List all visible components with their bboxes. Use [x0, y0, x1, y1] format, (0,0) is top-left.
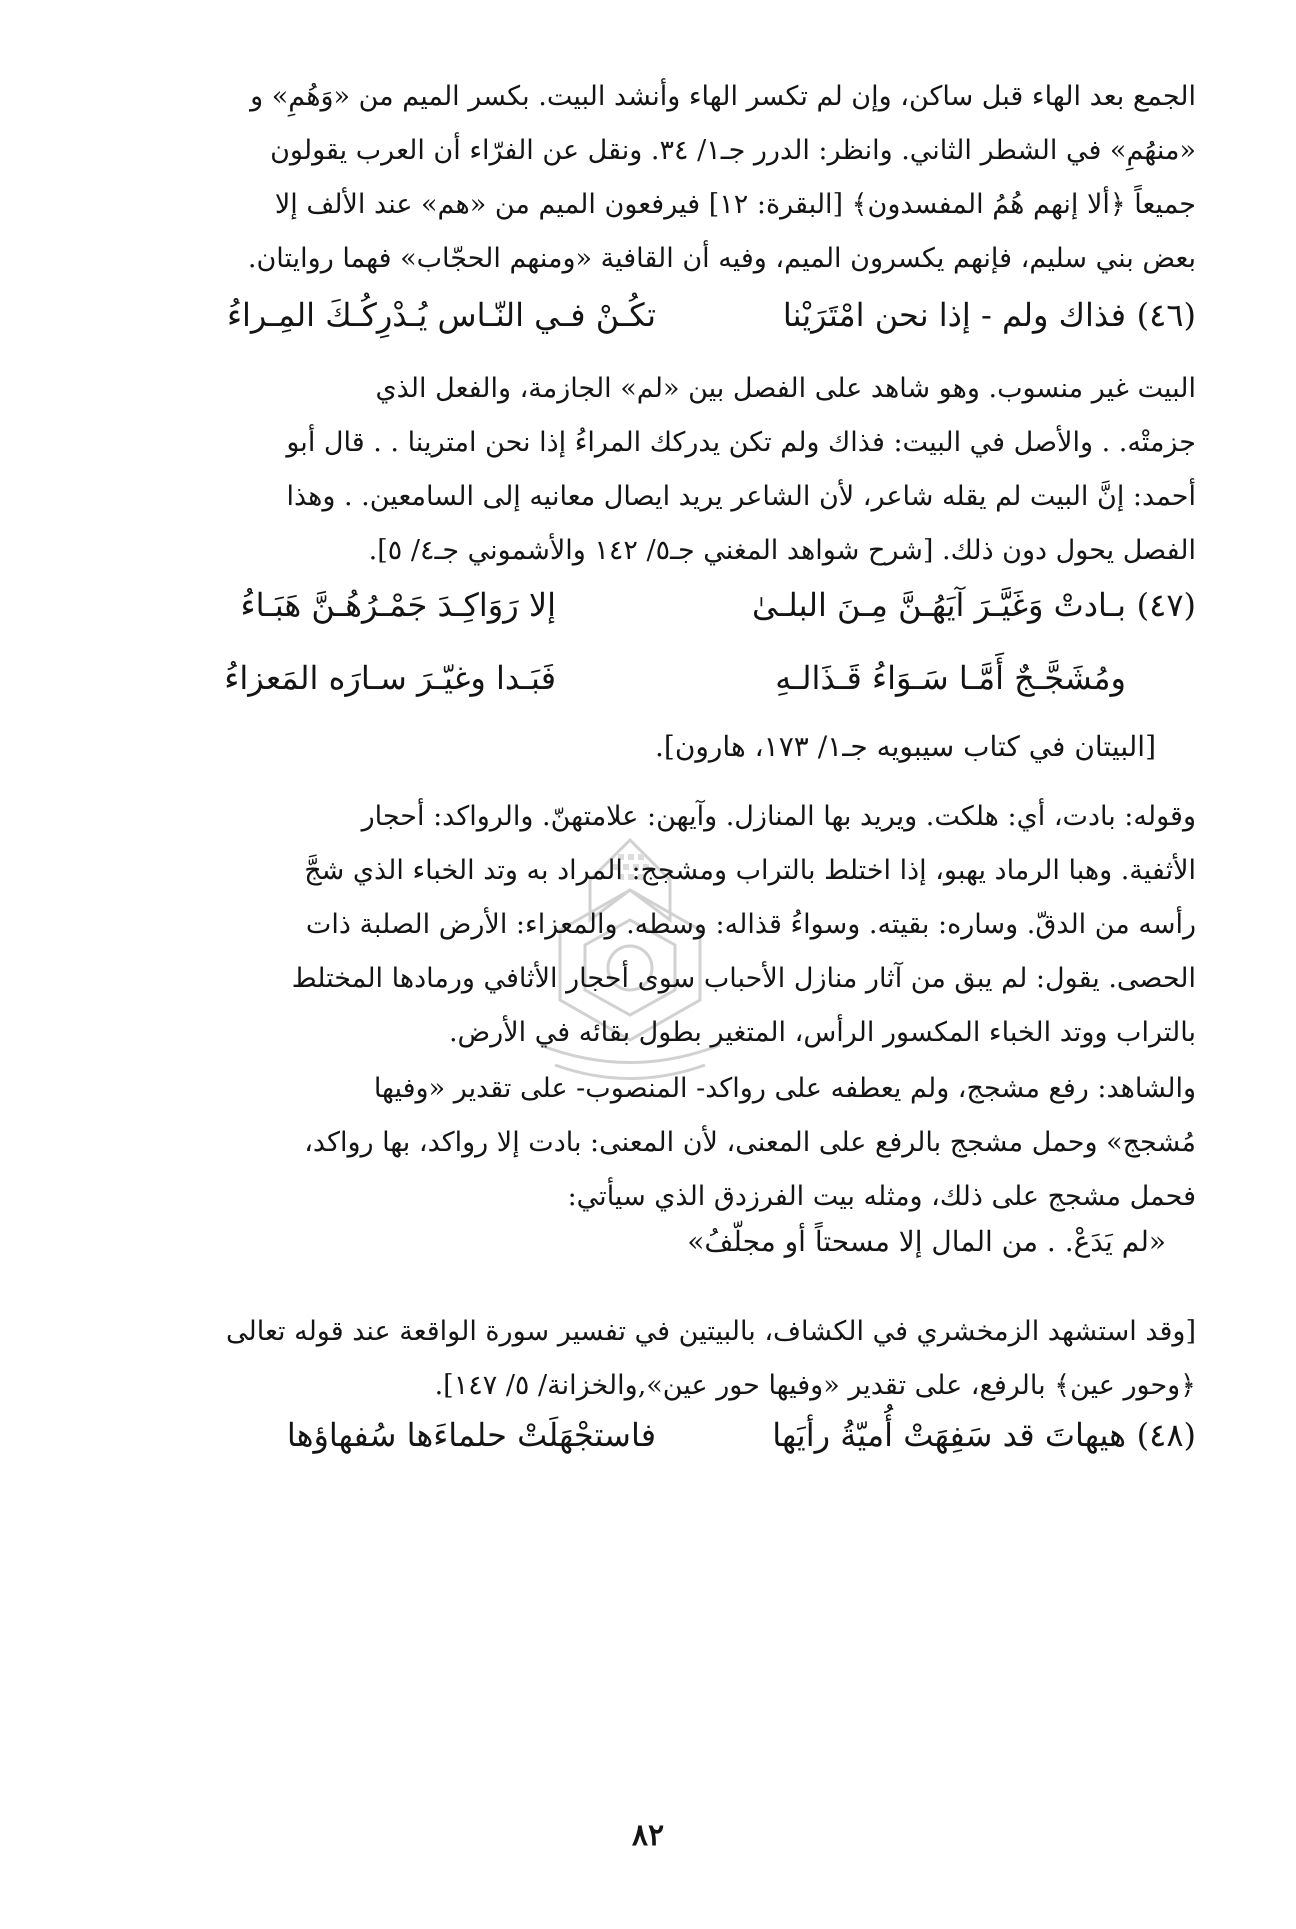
text-line: الحصى. يقول: لم يبق من آثار منازل الأحباب سوى أحجار الأثافي ورمادها المختلط: [291, 963, 1196, 994]
verse-hemistich-first: ومُشَجَّـجٌ أَمَّـا سَـوَاءُ قَـذَالـهِ: [775, 659, 1126, 697]
verse-47-line-2: [96, 648, 1196, 708]
verse-47-source: [البيتان في كتاب سيبويه جـ١/ ١٧٣، هارون].: [655, 730, 1156, 763]
commentary-47-evidence: [106, 1062, 1196, 1224]
commentary-47-explanation: [106, 790, 1196, 1060]
text-line: فحمل مشجج على ذلك، ومثله بيت الفرزدق الذي سيأتي:: [567, 1181, 1196, 1212]
verse-number: (٤٦): [1136, 296, 1196, 334]
text-line: الفصل يحول دون ذلك. [شرح شواهد المغني جـ٥/ ١٤٢ والأشموني جـ٤/ ٥].: [368, 535, 1196, 566]
text-line: مُشجج» وحمل مشجج بالرفع على المعنى، لأن المعنى: بادت إلا رواكد، بها رواكد،: [304, 1127, 1196, 1158]
text-line: البيت غير منسوب. وهو شاهد على الفصل بين «لم» الجازمة، والفعل الذي: [375, 373, 1196, 404]
text-line: «منهُمِ» في الشطر الثاني. وانظر: الدرر جـ١/ ٣٤. ونقل عن الفرّاء أن العرب يقولون: [270, 135, 1196, 166]
text-line: والشاهد: رفع مشجج، ولم يعطفه على رواكد- المنصوب- على تقدير «وفيها: [373, 1073, 1196, 1104]
commentary-47-zamakhshari: [106, 1305, 1196, 1413]
verse-hemistich-first: هيهاتَ قد سَفِهَتْ أُميّةُ رأيَها: [772, 1416, 1126, 1454]
verse-hemistich-first: بـادتْ وَغَيَّـرَ آيَهُـنَّ مِـنَ البلـىٰ: [751, 586, 1126, 624]
text-line: ﴿وحور عين﴾ بالرفع، على تقدير «وفيها حور عين»,والخزانة/ ٥/ ١٤٧].: [434, 1370, 1196, 1401]
verse-hemistich-second: إلا رَوَاكِـدَ جَمْـرُهُـنَّ هَبَـاءُ: [240, 586, 556, 624]
text-line: بالتراب ووتد الخباء المكسور الرأس، المتغير بطول بقائه في الأرض.: [448, 1017, 1196, 1048]
verse-48: [96, 1405, 1196, 1465]
verse-47-line-1: [96, 575, 1196, 635]
text-line: جميعاً ﴿ألا إنهم هُمُ المفسدون﴾ [البقرة: ١٢] فيرفعون الميم من «هم» عند الألف إلا: [274, 189, 1196, 220]
text-line: [وقد استشهد الزمخشري في الكشاف، بالبيتين في تفسير سورة الواقعة عند قوله تعالى: [226, 1316, 1196, 1347]
top-paragraph: [106, 70, 1196, 286]
verse-number: (٤٧): [1136, 586, 1196, 624]
verse-number: (٤٨): [1136, 1416, 1196, 1454]
verse-hemistich-second: فاستجْهَلَتْ حلماءَها سُفهاؤها: [286, 1416, 656, 1454]
text-line: جزمتْه. . والأصل في البيت: فذاك ولم تكن يدركك المراءُ إذا نحن امترينا . . قال أبو: [286, 427, 1196, 458]
page-number: ٨٢: [631, 1818, 665, 1853]
text-line: أحمد: إنَّ البيت لم يقله شاعر، لأن الشاعر يريد ايصال معانيه إلى السامعين. . وهذا: [286, 481, 1196, 512]
text-line: وقوله: بادت، أي: هلكت. ويريد بها المنازل. وآيهن: علامتهنّ. والرواكد: أحجار: [361, 801, 1196, 832]
verse-46: [96, 285, 1196, 345]
text-line: رأسه من الدقّ. وساره: بقيته. وسواءُ قذاله: وسطه. والمعزاء: الأرض الصلبة ذات: [305, 909, 1196, 940]
text-line: الأثفية. وهبا الرماد يهبو، إذا اختلط بالتراب ومشجج: المراد به وتد الخباء الذي شجَّ: [304, 855, 1196, 886]
commentary-46: [106, 362, 1196, 578]
verse-hemistich-second: تكُـنْ فـي النّـاس يُـدْرِكُـكَ المِـراءُ: [226, 296, 656, 334]
verse-hemistich-second: فَبَـدا وغيّـرَ سـارَه المَعزاءُ: [224, 659, 556, 697]
verse-hemistich-first: فذاك ولم - إذا نحن امْتَرَيْنا: [782, 296, 1126, 334]
farazdaq-quote: «لم يَدَعْ. . من المال إلا مسحتاً أو مجلّفُ»: [687, 1225, 1166, 1258]
text-line: الجمع بعد الهاء قبل ساكن، وإن لم تكسر الهاء وأنشد البيت. بكسر الميم من «وَهُمِ» و: [250, 81, 1196, 112]
text-line: بعض بني سليم، فإنهم يكسرون الميم، وفيه أن القافية «ومنهم الحجّاب» فهما روايتان.: [247, 243, 1196, 274]
